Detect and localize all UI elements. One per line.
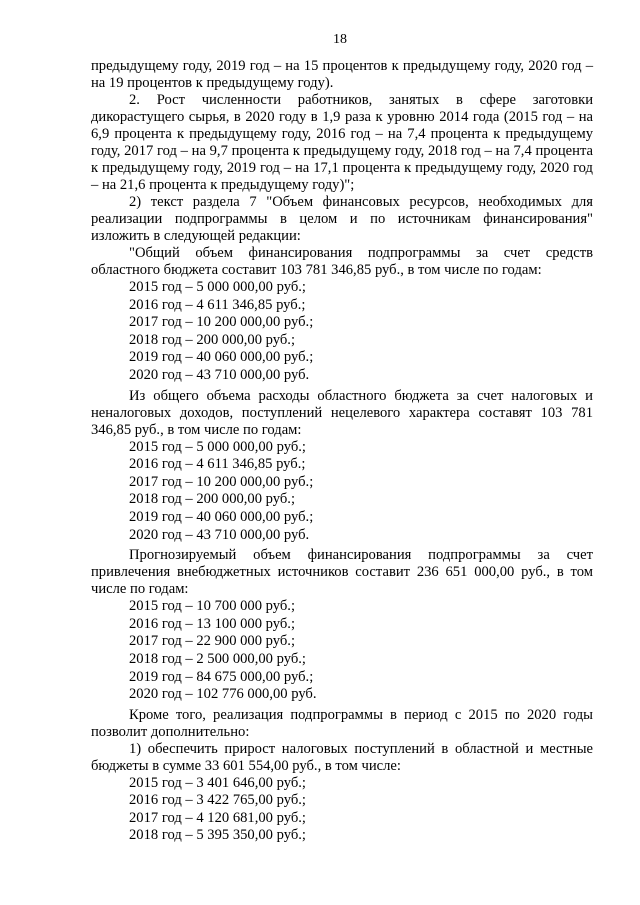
year-line: 2018 год – 5 395 350,00 руб.;: [129, 827, 306, 844]
year-line: 2016 год – 4 611 346,85 руб.;: [129, 296, 306, 313]
year-line: 2018 год – 200 000,00 руб.;: [129, 491, 296, 508]
tax-revenue-year-list: [91, 439, 593, 545]
paragraph-tax-revenues: Из общего объема расходы областного бюджета за счет налоговых и неналоговых доходов, поступлений нецелевого характера составят 103 781 346,85 руб., в том числе по годам:: [91, 387, 593, 438]
year-line: 2019 год – 40 060 000,00 руб.;: [129, 508, 314, 525]
year-line: 2015 год – 5 000 000,00 руб.;: [129, 438, 306, 455]
year-line: 2020 год – 43 710 000,00 руб.: [129, 526, 310, 543]
year-line: 2015 год – 5 000 000,00 руб.;: [129, 279, 306, 295]
year-line: 2020 год – 102 776 000,00 руб.: [129, 686, 317, 703]
paragraph-additional-effects: Кроме того, реализация подпрограммы в период с 2015 по 2020 годы позволит дополнительно:: [91, 706, 593, 740]
paragraph-item-2: 2. Рост численности работников, занятых в сфере заготовки дикорастущего сырья, в 2020 году в 1,9 раза к уровню 2014 года (2015 год – на 6,9 процента к предыдущему году, 2016 год – на 7,4 процента к предыдущему году, 2017 год – на 9,7 процента к предыдущему году, 2018 год – на 7,4 процента к предыдущему году, 2019 год – на 17,1 процента к предыдущему году, 2020 год – на 21,6 процента к предыдущему году)";: [91, 92, 593, 193]
extrabudgetary-year-list: [91, 598, 593, 704]
regional-budget-year-list: [91, 279, 593, 385]
year-line: 2017 год – 10 200 000,00 руб.;: [129, 314, 314, 331]
paragraph-section-7-amendment: 2) текст раздела 7 "Объем финансовых ресурсов, необходимых для реализации подпрограммы в целом и по источникам финансирования" изложить в следующей редакции:: [91, 194, 593, 244]
year-line: 2015 год – 10 700 000 руб.;: [129, 598, 296, 615]
paragraph-tax-growth: 1) обеспечить прирост налоговых поступлений в областной и местные бюджеты в сумме 33 601 554,00 руб., в том числе:: [91, 740, 593, 774]
year-line: 2016 год – 13 100 000 руб.;: [129, 615, 296, 632]
document-body: [91, 58, 593, 845]
year-line: 2017 год – 4 120 681,00 руб.;: [129, 809, 306, 826]
year-line: 2015 год – 3 401 646,00 руб.;: [129, 774, 306, 791]
year-line: 2017 год – 22 900 000 руб.;: [129, 633, 296, 650]
paragraph-extrabudgetary: Прогнозируемый объем финансирования подпрограммы за счет привлечения внебюджетных источников составит 236 651 000,00 руб., в том числе по годам:: [91, 547, 593, 598]
year-line: 2020 год – 43 710 000,00 руб.: [129, 366, 310, 383]
year-line: 2016 год – 3 422 765,00 руб.;: [129, 792, 306, 809]
year-line: 2017 год – 10 200 000,00 руб.;: [129, 473, 314, 490]
year-line: 2018 год – 200 000,00 руб.;: [129, 331, 296, 348]
tax-growth-year-list: [91, 775, 593, 845]
year-line: 2018 год – 2 500 000,00 руб.;: [129, 650, 306, 667]
paragraph-total-financing: "Общий объем финансирования подпрограммы за счет средств областного бюджета составит 103 781 346,85 руб., в том числе по годам:: [91, 245, 593, 278]
page-number: 18: [333, 32, 347, 47]
year-line: 2016 год – 4 611 346,85 руб.;: [129, 456, 306, 473]
paragraph-continuation: предыдущему году, 2019 год – на 15 процентов к предыдущему году, 2020 год – на 19 процентов к предыдущему году).: [91, 58, 593, 91]
year-line: 2019 год – 40 060 000,00 руб.;: [129, 349, 314, 366]
year-line: 2019 год – 84 675 000,00 руб.;: [129, 668, 314, 685]
